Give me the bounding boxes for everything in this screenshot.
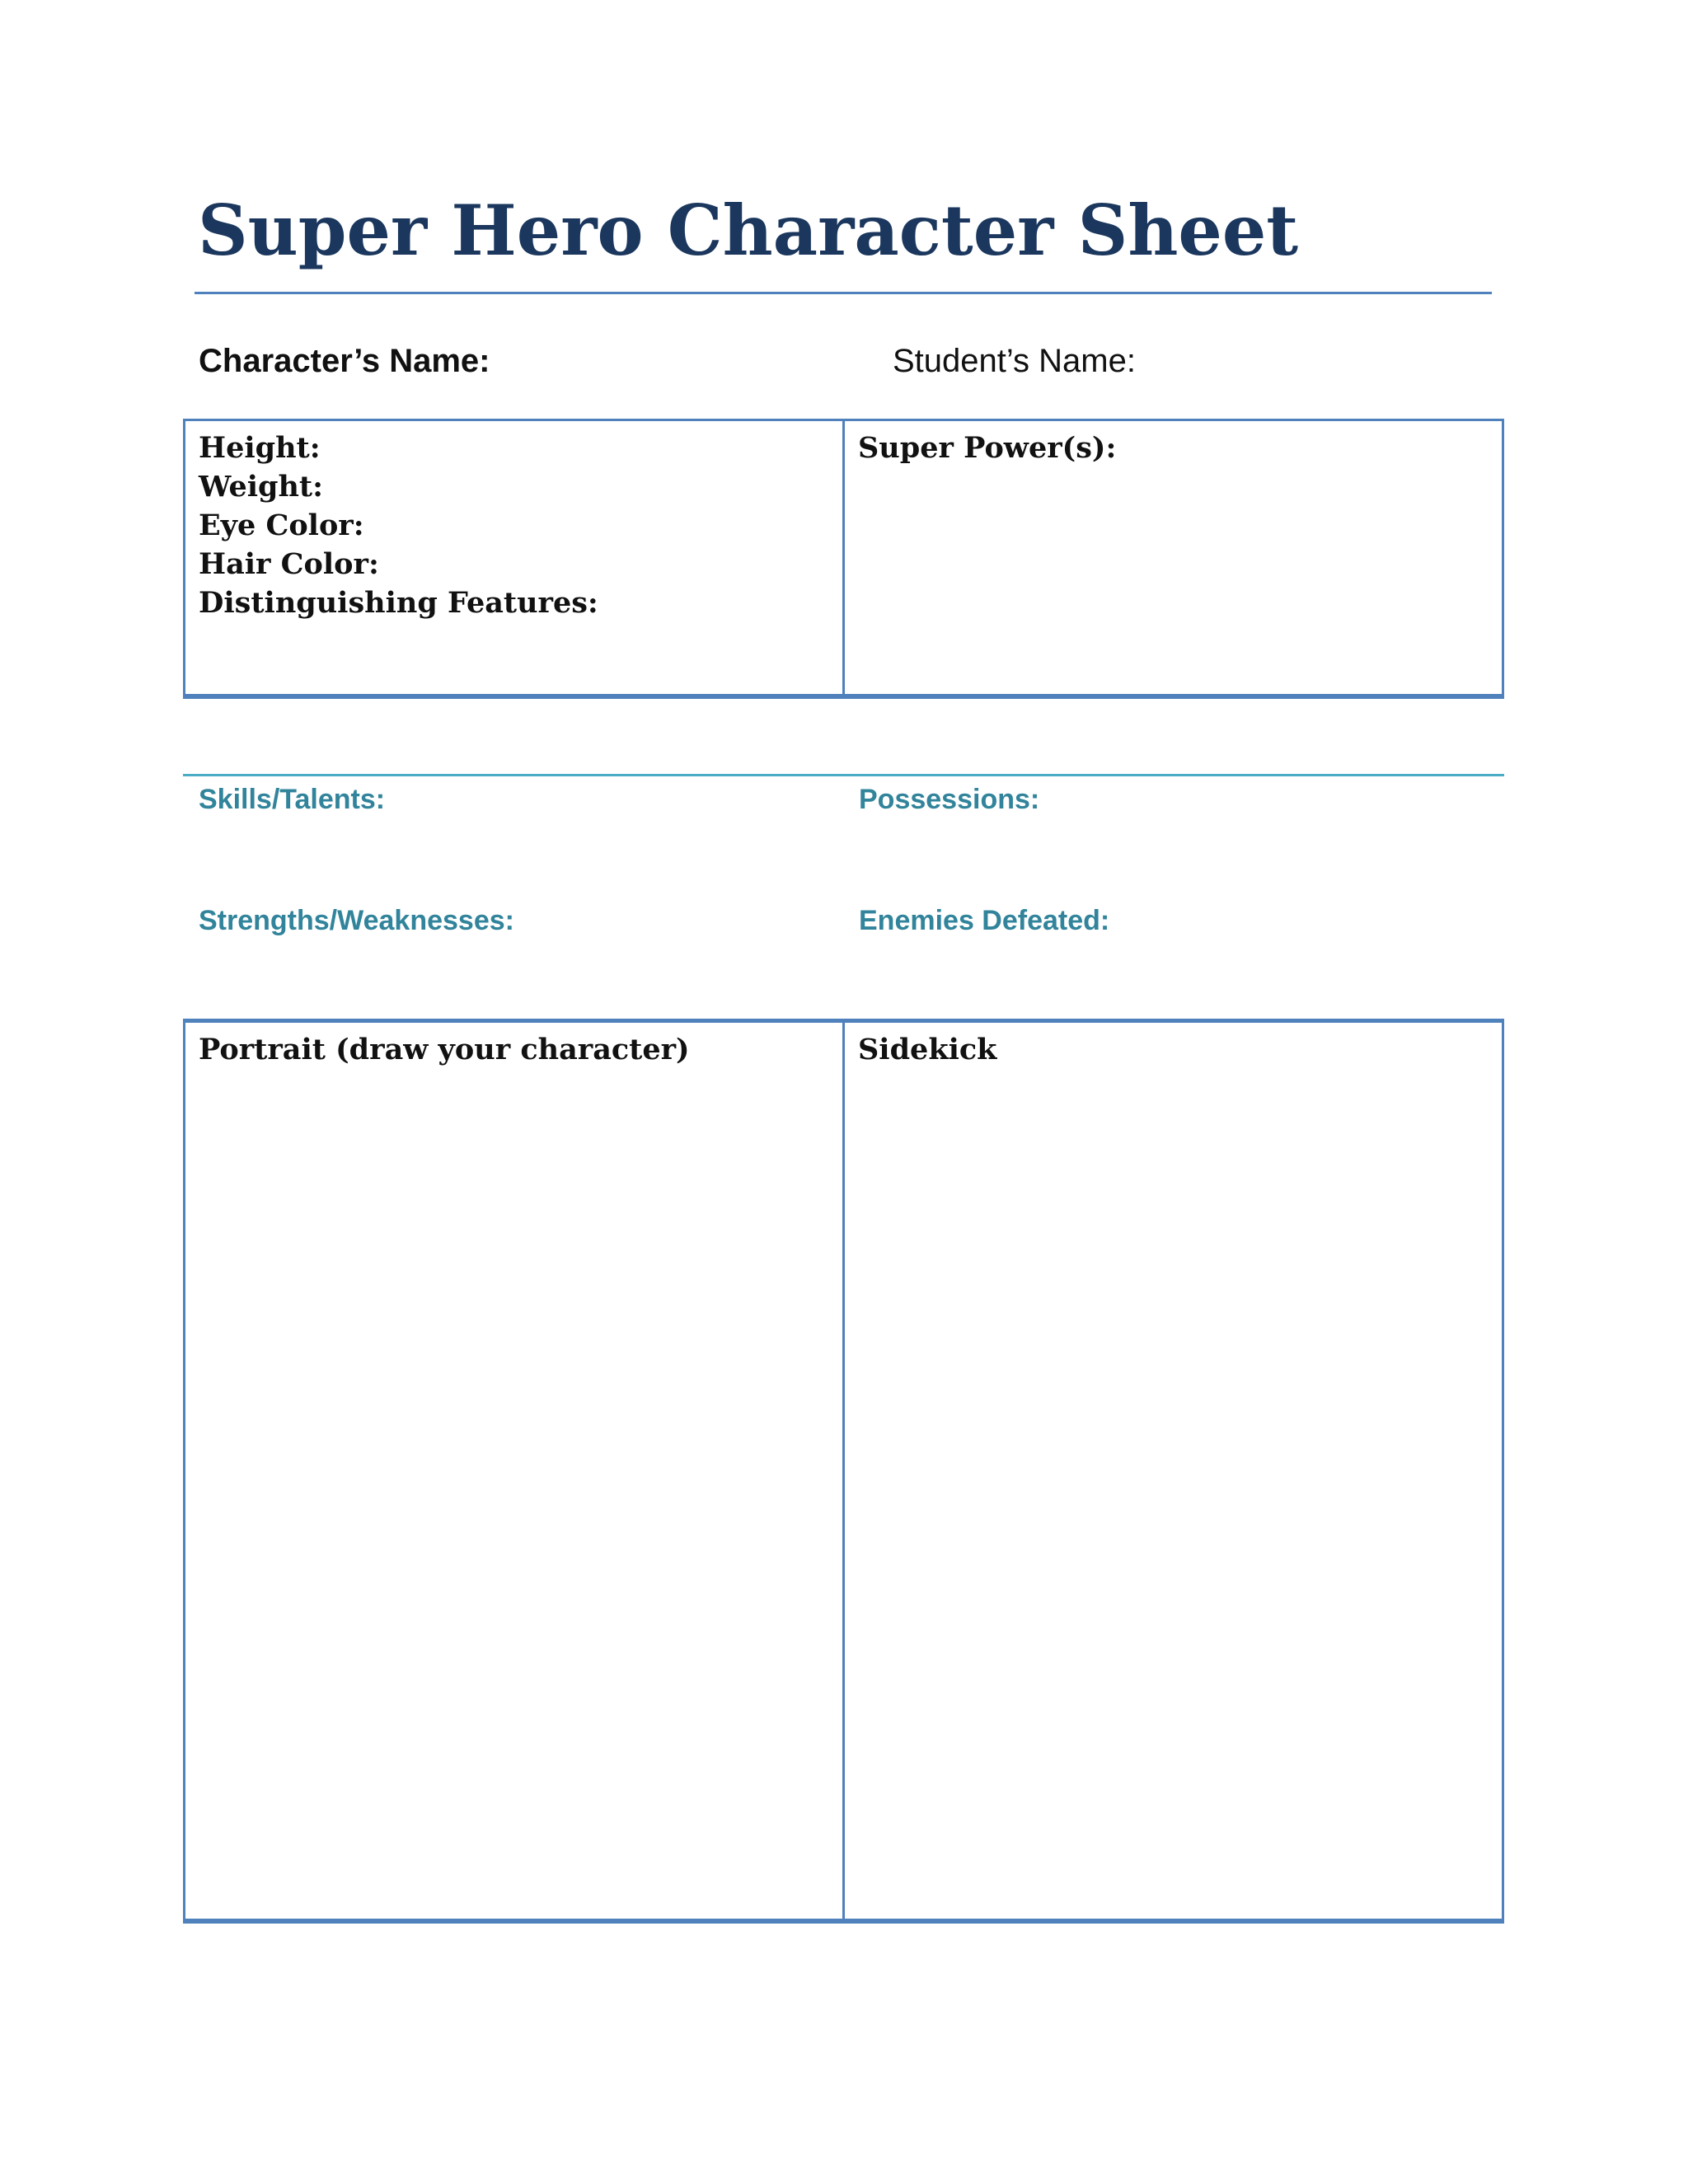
attributes-table [183, 419, 1504, 699]
distinguishing-features-label: Distinguishing Features: [199, 586, 598, 620]
super-powers-cell [842, 421, 1502, 694]
hair-color-label: Hair Color: [199, 547, 379, 581]
eye-color-label: Eye Color: [199, 509, 364, 542]
weight-label: Weight: [199, 470, 324, 504]
portrait-label: Portrait (draw your character) [199, 1033, 690, 1066]
sidekick-label: Sidekick [858, 1033, 997, 1066]
character-name-label: Character’s Name: [199, 343, 490, 379]
page-title: Super Hero Character Sheet [198, 190, 1299, 271]
strengths-weaknesses-label: Strengths/Weaknesses: [199, 905, 514, 936]
drawing-table [183, 1020, 1504, 1924]
sidekick-cell [842, 1023, 1502, 1919]
title-underline [195, 292, 1492, 294]
height-label: Height: [199, 431, 321, 465]
student-name-label: Student’s Name: [893, 343, 1136, 379]
portrait-cell [185, 1023, 842, 1919]
details-top-rule [183, 774, 1504, 776]
enemies-defeated-label: Enemies Defeated: [859, 905, 1110, 936]
skills-talents-label: Skills/Talents: [199, 784, 386, 815]
possessions-label: Possessions: [859, 784, 1040, 815]
super-powers-label: Super Power(s): [858, 431, 1117, 465]
physical-traits-cell [185, 421, 842, 694]
